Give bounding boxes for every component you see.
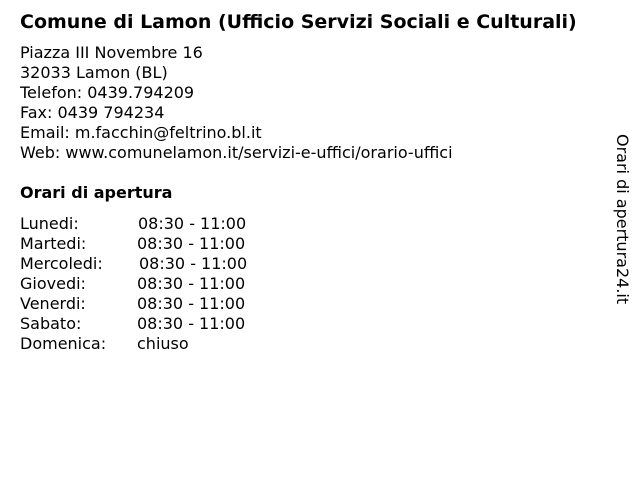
time-value: 08:30 - 11:00: [139, 254, 248, 273]
time-value: 08:30 - 11:00: [137, 294, 246, 313]
watermark-text: Orari di apertura24.it: [613, 134, 632, 305]
day-label: Venerdi:: [20, 294, 86, 313]
day-label: Sabato:: [20, 314, 82, 333]
time-value: chiuso: [137, 334, 189, 353]
email: Email: m.facchin@feltrino.bl.it: [20, 123, 262, 142]
address: Piazza III Novembre 16: [20, 43, 203, 62]
hours-heading: Orari di apertura: [20, 183, 173, 202]
day-label: Mercoledi:: [20, 254, 103, 273]
day-label: Martedi:: [20, 234, 87, 253]
city: 32033 Lamon (BL): [20, 63, 168, 82]
time-value: 08:30 - 11:00: [138, 214, 247, 233]
website: Web: www.comunelamon.it/servizi-e-uffici/orario-uffici: [20, 143, 453, 162]
time-value: 08:30 - 11:00: [137, 274, 246, 293]
fax: Fax: 0439 794234: [20, 103, 165, 122]
contact-block: [20, 43, 453, 163]
day-label: Giovedi:: [20, 274, 86, 293]
phone: Telefon: 0439.794209: [20, 83, 195, 102]
page-title: Comune di Lamon (Ufficio Servizi Sociali e Culturali): [20, 11, 577, 33]
time-value: 08:30 - 11:00: [137, 234, 246, 253]
day-label: Domenica:: [20, 334, 107, 353]
time-value: 08:30 - 11:00: [137, 314, 246, 333]
watermark: [613, 134, 635, 314]
day-label: Lunedi:: [20, 214, 79, 233]
